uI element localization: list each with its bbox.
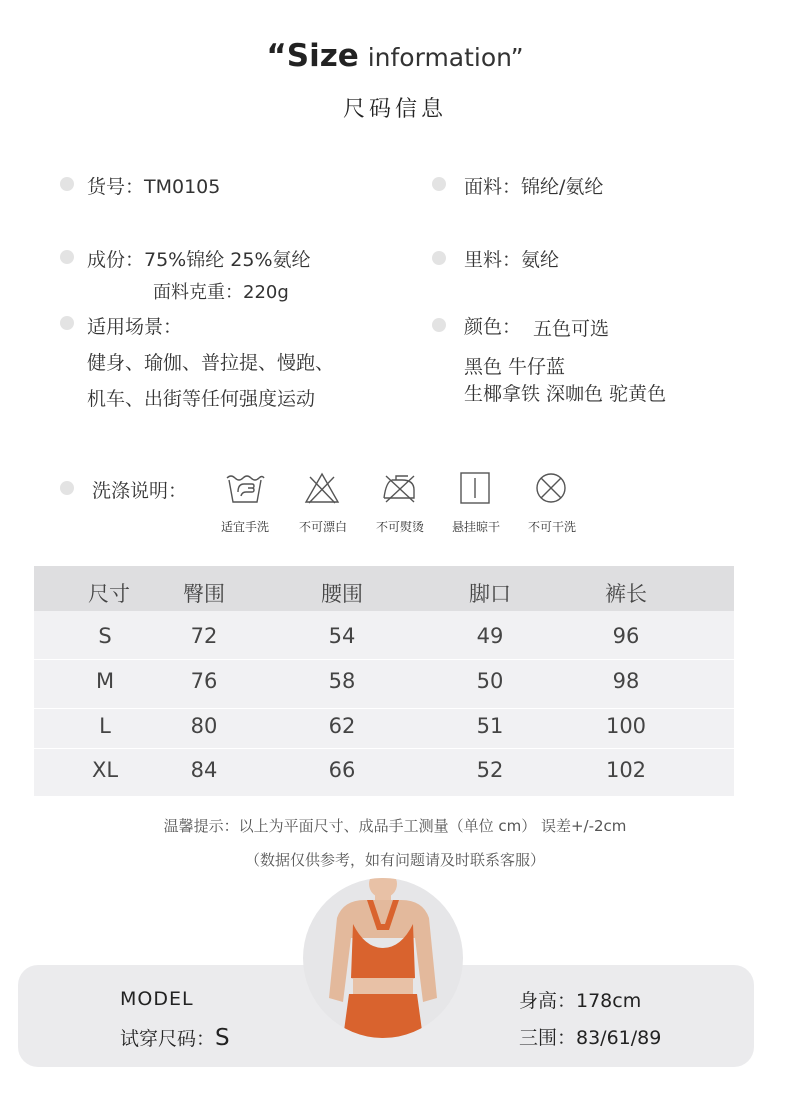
hand-wash-icon — [224, 470, 266, 506]
composition-info: 成份：75%锦纶 25%氨纶 — [87, 249, 311, 271]
cell-hem: 52 — [476, 758, 504, 782]
header-cell-length: 裤长 — [605, 582, 647, 606]
row-divider — [34, 748, 734, 749]
care-label-hand-wash: 适宜手洗 — [220, 520, 269, 534]
no-iron-icon — [378, 470, 420, 506]
care-label-no-bleach: 不可漂白 — [298, 520, 347, 534]
cell-size: XL — [91, 758, 119, 782]
page-title-cn: 尺码信息 — [342, 97, 447, 122]
cell-hip: 72 — [190, 624, 218, 648]
care-label-hang-dry: 悬挂晾干 — [451, 520, 500, 534]
hang-dry-icon — [454, 470, 496, 506]
no-dry-clean-icon — [530, 470, 572, 506]
cell-hip: 84 — [190, 758, 218, 782]
row-divider — [34, 659, 734, 660]
care-label-no-dry-clean: 不可干洗 — [527, 520, 576, 534]
bullet-dot — [60, 481, 74, 495]
trial-size — [120, 1024, 230, 1051]
bullet-dot — [432, 318, 446, 332]
cell-length: 102 — [605, 758, 647, 782]
size-table-header — [34, 566, 734, 611]
model-measurements: 三围：83/61/89 — [519, 1027, 662, 1049]
title-information: information — [367, 43, 511, 72]
cell-size: M — [95, 669, 115, 693]
page-title-en — [0, 38, 790, 74]
cell-waist: 62 — [328, 714, 356, 738]
cell-waist: 54 — [328, 624, 356, 648]
model-height: 身高：178cm — [519, 990, 642, 1012]
fabric-weight-info: 面料克重：220g — [153, 282, 289, 303]
cell-hem: 51 — [476, 714, 504, 738]
care-label-no-iron: 不可熨烫 — [375, 520, 424, 534]
model-title: MODEL — [120, 988, 194, 1010]
trial-size-value: S — [215, 1025, 230, 1051]
cell-size: S — [98, 624, 112, 648]
bullet-dot — [432, 177, 446, 191]
header-cell-hem: 脚口 — [469, 582, 511, 606]
cell-waist: 66 — [328, 758, 356, 782]
bullet-dot — [60, 250, 74, 264]
fabric-info: 面料：锦纶/氨纶 — [464, 176, 604, 198]
no-bleach-icon — [301, 470, 343, 506]
scenes-label: 适用场景： — [87, 316, 183, 338]
bullet-dot — [60, 177, 74, 191]
cell-hem: 50 — [476, 669, 504, 693]
title-close-quote: ” — [510, 43, 524, 72]
cell-length: 100 — [605, 714, 647, 738]
colors-line-1: 黑色 牛仔蓝 — [464, 356, 566, 378]
cell-length: 98 — [612, 669, 640, 693]
disclaimer-note: （数据仅供参考，如有问题请及时联系客服） — [244, 851, 545, 869]
cell-hem: 49 — [476, 624, 504, 648]
care-label: 洗涤说明： — [92, 480, 188, 502]
header-cell-size: 尺寸 — [88, 582, 130, 606]
colors-value: 五色可选 — [533, 318, 610, 340]
trial-size-label: 试穿尺码： — [120, 1028, 216, 1050]
colors-label: 颜色： — [464, 316, 522, 338]
header-cell-hip: 臀围 — [183, 582, 225, 606]
size-table — [34, 566, 734, 796]
scenes-line-2: 机车、出街等任何强度运动 — [87, 388, 316, 410]
scenes-line-1: 健身、瑜伽、普拉提、慢跑、 — [87, 352, 335, 374]
bullet-dot — [432, 251, 446, 265]
cell-length: 96 — [612, 624, 640, 648]
item-number: 货号：TM0105 — [87, 176, 221, 198]
title-size: Size — [286, 38, 359, 74]
cell-hip: 80 — [190, 714, 218, 738]
colors-line-2: 生椰拿铁 深咖色 驼黄色 — [464, 383, 667, 405]
cell-waist: 58 — [328, 669, 356, 693]
cell-size: L — [99, 714, 111, 738]
lining-info: 里料：氨纶 — [464, 249, 560, 271]
cell-hip: 76 — [190, 669, 218, 693]
tip-note: 温馨提示：以上为平面尺寸、成品手工测量（单位 cm） 误差+/-2cm — [163, 817, 627, 835]
row-divider — [34, 708, 734, 709]
model-photo — [303, 878, 463, 1038]
bullet-dot — [60, 316, 74, 330]
header-cell-waist: 腰围 — [321, 582, 363, 606]
title-open-quote: “ — [266, 38, 287, 74]
